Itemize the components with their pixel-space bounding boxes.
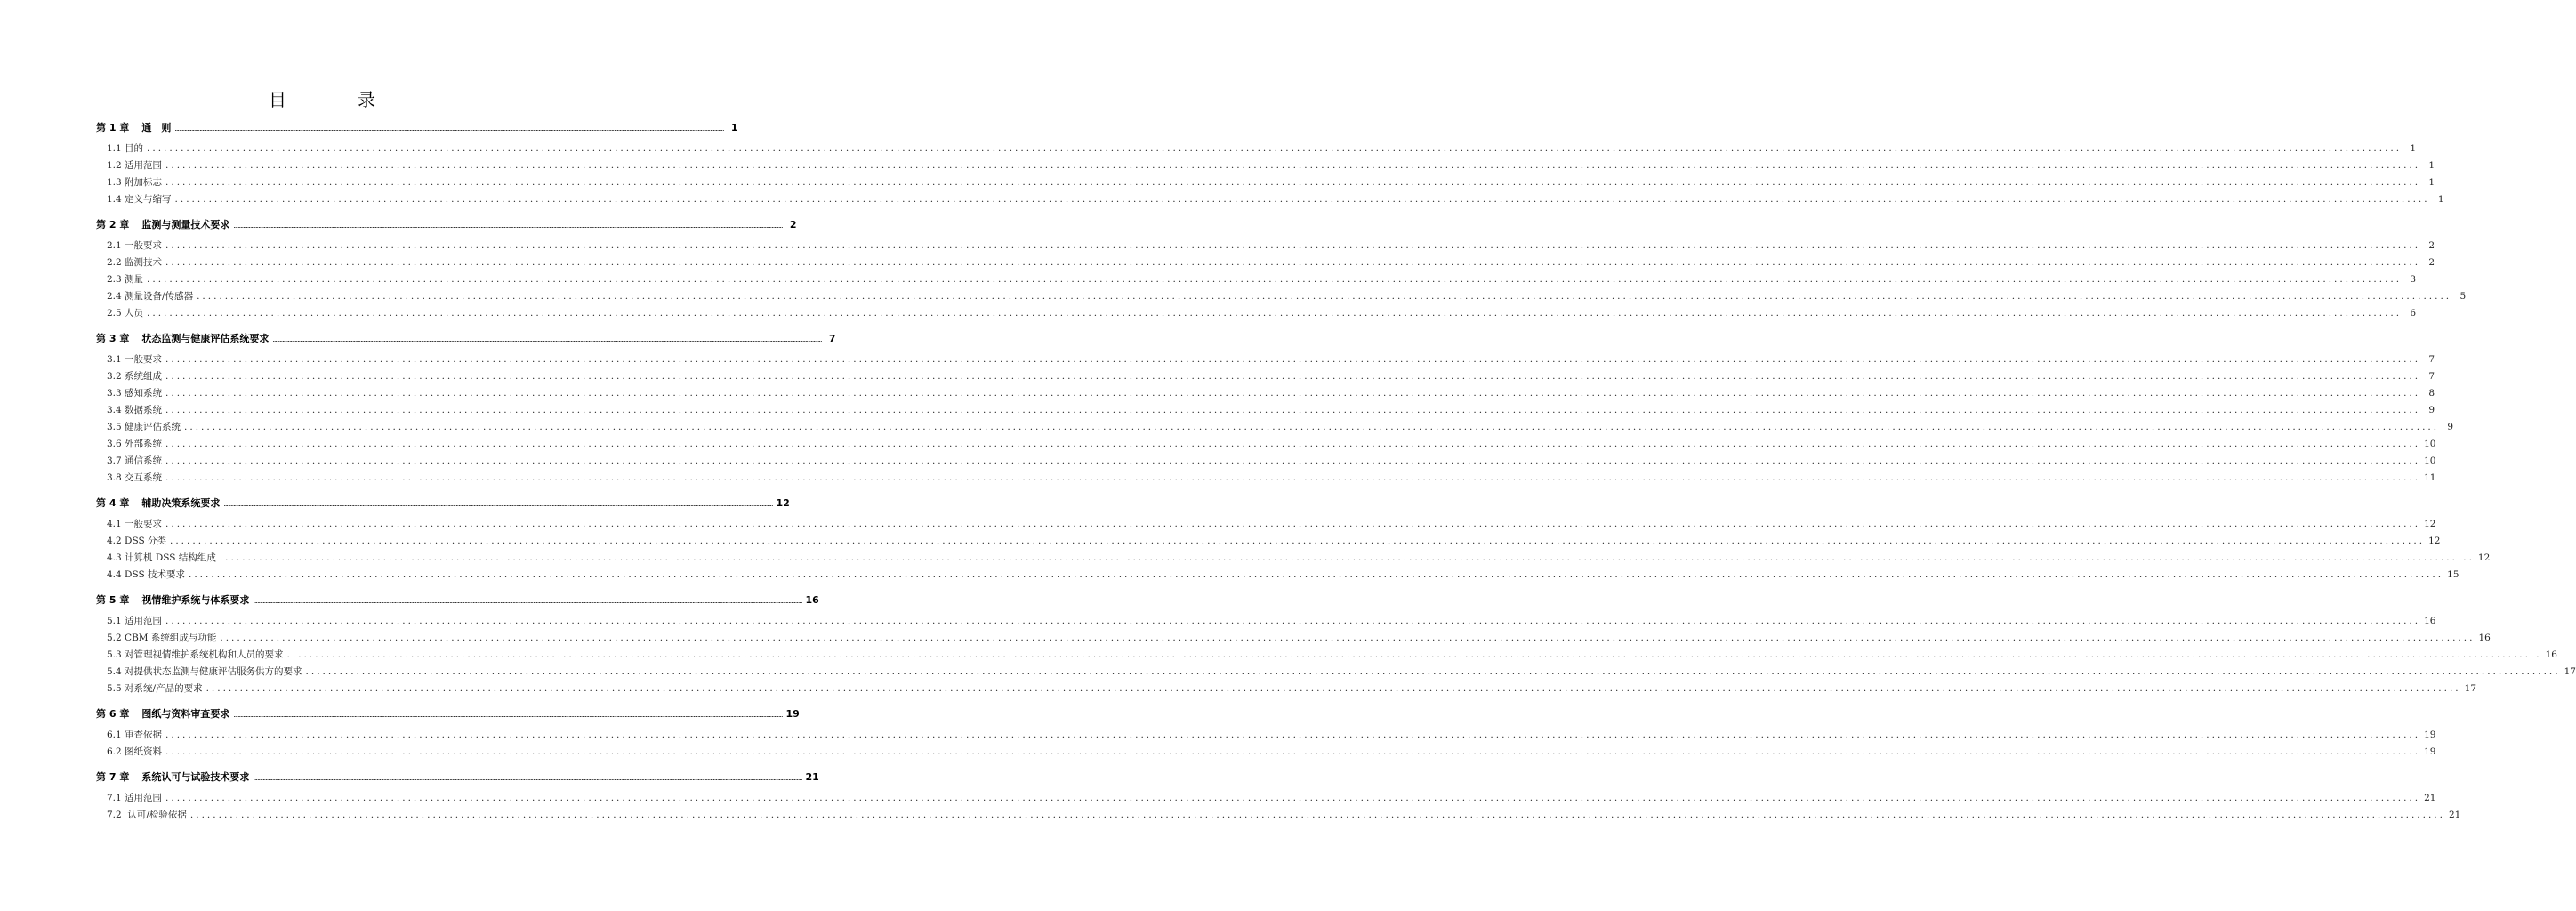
toc-section-row[interactable] — [96, 436, 2436, 453]
section-page-number: 11 — [2424, 472, 2436, 483]
dot-leader: ................................................................................................................................................................................................................................................................................................................................................................................................................ — [165, 354, 2421, 365]
toc-section-row[interactable] — [96, 351, 2435, 368]
section-title: 3.5 健康评估系统 — [107, 422, 181, 432]
dot-leader: ................................................................................................................................................................................................................................................................................................................................................................................................................ — [165, 240, 2421, 251]
toc-section-row[interactable] — [96, 305, 2417, 322]
toc-section-row[interactable] — [96, 664, 2576, 681]
dot-leader: ................................................................................................................................................................................................................................................................................................................................................................................................................ — [305, 666, 2561, 677]
dot-leader: ................................................................................................................................................................................................................................................................................................................................................................................................................ — [165, 519, 2421, 529]
toc-section-row[interactable] — [96, 790, 2436, 807]
chapter-title: 图纸与资料审查要求 — [141, 708, 230, 720]
dot-leader: ................................................................................................................................................................................................................................................................................................................................................................................................................ — [165, 177, 2421, 188]
section-title: 2.4 测量设备/传感器 — [107, 291, 194, 302]
toc-chapter-row[interactable] — [96, 590, 819, 611]
toc-section-row[interactable] — [96, 157, 2435, 174]
section-page-number: 10 — [2424, 439, 2436, 449]
chapter-page-number: 19 — [785, 708, 800, 720]
section-title: 1.4 定义与缩写 — [107, 194, 172, 205]
dot-leader: ................................................................................................................................................................................................................................................................................................................................................................................................................ — [189, 810, 2445, 820]
section-page-number: 16 — [2478, 633, 2491, 643]
dot-leader: ................................................................................................................................................................................................................................................................................................................................................................................................................ — [197, 291, 2452, 302]
toc-section-row[interactable] — [96, 174, 2435, 191]
section-page-number: 1 — [2428, 177, 2435, 188]
section-page-number: 7 — [2428, 354, 2435, 365]
section-page-number: 17 — [2464, 683, 2477, 694]
chapter-number: 第 6 章 — [96, 708, 130, 720]
section-page-number: 5 — [2459, 291, 2467, 302]
toc-chapter-row[interactable] — [96, 328, 836, 350]
section-page-number: 12 — [2428, 536, 2441, 546]
section-title: 4.3 计算机 DSS 结构组成 — [107, 552, 216, 563]
toc-section-row[interactable] — [96, 238, 2435, 254]
dot-leader: ................................................................................................................................................................................................................................................................................................................................................................................................................ — [165, 160, 2421, 171]
chapter-number: 第 2 章 — [96, 219, 130, 230]
section-page-number: 21 — [2448, 810, 2461, 820]
dot-leader: ................................................................................................................................................................................................................................................................................................................................................................................................................ — [147, 308, 2403, 318]
toc-section-row[interactable] — [96, 288, 2467, 305]
toc-section-list — [96, 727, 2436, 761]
section-title: 4.2 DSS 分类 — [107, 536, 166, 546]
dot-leader: ................................................................................................................................................................................................................................................................................................................................................................................................................ — [223, 500, 773, 508]
toc-section-row[interactable] — [96, 368, 2435, 385]
section-page-number: 9 — [2447, 422, 2454, 432]
chapter-title: 状态监测与健康评估系统要求 — [141, 333, 270, 344]
toc-section-list — [96, 790, 2461, 824]
section-page-number: 2 — [2428, 257, 2435, 268]
dot-leader: ................................................................................................................................................................................................................................................................................................................................................................................................................ — [205, 683, 2461, 694]
toc-section-row[interactable] — [96, 647, 2557, 664]
dot-leader: ................................................................................................................................................................................................................................................................................................................................................................................................................ — [233, 222, 783, 230]
dot-leader: ................................................................................................................................................................................................................................................................................................................................................................................................................ — [220, 633, 2475, 643]
section-page-number: 17 — [2564, 666, 2576, 677]
section-title: 5.2 CBM 系统组成与功能 — [107, 633, 217, 643]
section-title: 2.1 一般要求 — [107, 240, 163, 251]
dot-leader: ................................................................................................................................................................................................................................................................................................................................................................................................................ — [165, 472, 2421, 483]
dot-leader: ................................................................................................................................................................................................................................................................................................................................................................................................................ — [184, 422, 2440, 432]
section-page-number: 9 — [2428, 405, 2435, 415]
toc-section-row[interactable] — [96, 141, 2417, 157]
chapter-number: 第 5 章 — [96, 594, 130, 606]
chapter-title: 监测与测量技术要求 — [141, 219, 230, 230]
toc-section-row[interactable] — [96, 807, 2461, 824]
dot-leader: ................................................................................................................................................................................................................................................................................................................................................................................................................ — [286, 649, 2542, 660]
section-title: 5.1 适用范围 — [107, 616, 163, 626]
toc-section-list — [96, 516, 2491, 584]
dot-leader: ................................................................................................................................................................................................................................................................................................................................................................................................................ — [165, 730, 2421, 740]
toc-section-row[interactable] — [96, 453, 2436, 470]
toc-section-row[interactable] — [96, 567, 2459, 584]
dot-leader: ................................................................................................................................................................................................................................................................................................................................................................................................................ — [165, 405, 2421, 415]
section-page-number: 19 — [2424, 746, 2436, 757]
section-title: 3.8 交互系统 — [107, 472, 163, 483]
dot-leader: ................................................................................................................................................................................................................................................................................................................................................................................................................ — [174, 125, 724, 133]
dot-leader: ................................................................................................................................................................................................................................................................................................................................................................................................................ — [233, 711, 783, 719]
toc-chapter-row[interactable] — [96, 214, 797, 236]
section-title: 3.4 数据系统 — [107, 405, 163, 415]
toc-chapter-row[interactable] — [96, 493, 790, 514]
toc-section-row[interactable] — [96, 613, 2436, 630]
section-page-number: 10 — [2424, 456, 2436, 466]
dot-leader: ................................................................................................................................................................................................................................................................................................................................................................................................................ — [219, 552, 2475, 563]
dot-leader: ................................................................................................................................................................................................................................................................................................................................................................................................................ — [253, 597, 802, 605]
toc-section-row[interactable] — [96, 254, 2435, 271]
section-page-number: 19 — [2424, 730, 2436, 740]
toc-section-row[interactable] — [96, 550, 2491, 567]
toc-section-list — [96, 351, 2454, 487]
toc-chapter-row[interactable] — [96, 704, 800, 725]
toc-section-row[interactable] — [96, 516, 2436, 533]
section-title: 6.2 图纸资料 — [107, 746, 163, 757]
section-title: 2.2 监测技术 — [107, 257, 163, 268]
section-page-number: 15 — [2447, 569, 2459, 580]
chapter-number: 第 4 章 — [96, 497, 130, 509]
section-page-number: 16 — [2545, 649, 2557, 660]
dot-leader: ................................................................................................................................................................................................................................................................................................................................................................................................................ — [165, 456, 2421, 466]
dot-leader: ................................................................................................................................................................................................................................................................................................................................................................................................................ — [165, 793, 2421, 803]
toc-section-list — [96, 141, 2444, 208]
toc-section-list — [96, 613, 2576, 697]
toc-chapter-row[interactable] — [96, 117, 738, 139]
chapter-page-number: 7 — [828, 333, 836, 344]
section-title: 4.1 一般要求 — [107, 519, 163, 529]
section-page-number: 1 — [2428, 160, 2435, 171]
section-title: 4.4 DSS 技术要求 — [107, 569, 185, 580]
section-page-number: 6 — [2410, 308, 2417, 318]
section-title: 6.1 审查依据 — [107, 730, 163, 740]
section-title: 3.3 感知系统 — [107, 388, 163, 399]
dot-leader: ................................................................................................................................................................................................................................................................................................................................................................................................................ — [165, 257, 2421, 268]
section-page-number: 7 — [2428, 371, 2435, 382]
section-page-number: 12 — [2424, 519, 2436, 529]
chapter-title: 通 则 — [141, 122, 172, 133]
section-title: 3.2 系统组成 — [107, 371, 163, 382]
toc-section-row[interactable] — [96, 385, 2435, 402]
section-page-number: 8 — [2428, 388, 2435, 399]
chapter-page-number: 12 — [776, 497, 790, 509]
toc-section-list — [96, 238, 2467, 322]
section-page-number: 1 — [2410, 143, 2417, 154]
toc-section-row[interactable] — [96, 681, 2477, 697]
toc-section-row[interactable] — [96, 744, 2436, 761]
chapter-number: 第 7 章 — [96, 771, 130, 783]
dot-leader: ................................................................................................................................................................................................................................................................................................................................................................................................................ — [147, 274, 2403, 285]
toc-section-row[interactable] — [96, 191, 2444, 208]
section-title: 5.3 对管理视情维护系统机构和人员的要求 — [107, 649, 284, 660]
dot-leader: ................................................................................................................................................................................................................................................................................................................................................................................................................ — [165, 388, 2421, 399]
dot-leader: ................................................................................................................................................................................................................................................................................................................................................................................................................ — [174, 194, 2430, 205]
section-title: 3.1 一般要求 — [107, 354, 163, 365]
toc-chapter-row[interactable] — [96, 767, 819, 788]
dot-leader: ................................................................................................................................................................................................................................................................................................................................................................................................................ — [170, 536, 2426, 546]
section-page-number: 16 — [2424, 616, 2436, 626]
toc-section-row[interactable] — [96, 470, 2436, 487]
toc-section-row[interactable] — [96, 630, 2491, 647]
section-title: 3.7 通信系统 — [107, 456, 163, 466]
page-title: 目 录 — [269, 89, 402, 110]
section-title: 1.3 附加标志 — [107, 177, 163, 188]
chapter-title: 视情维护系统与体系要求 — [141, 594, 250, 606]
dot-leader: ................................................................................................................................................................................................................................................................................................................................................................................................................ — [147, 143, 2403, 154]
dot-leader: ................................................................................................................................................................................................................................................................................................................................................................................................................ — [165, 746, 2421, 757]
section-title: 5.5 对系统/产品的要求 — [107, 683, 203, 694]
toc-section-row[interactable] — [96, 533, 2441, 550]
dot-leader: ................................................................................................................................................................................................................................................................................................................................................................................................................ — [189, 569, 2444, 580]
section-page-number: 12 — [2477, 552, 2491, 563]
section-title: 2.5 人员 — [107, 308, 144, 318]
section-page-number: 2 — [2428, 240, 2435, 251]
section-title: 3.6 外部系统 — [107, 439, 163, 449]
chapter-page-number: 21 — [805, 771, 819, 783]
dot-leader: ................................................................................................................................................................................................................................................................................................................................................................................................................ — [165, 371, 2421, 382]
section-title: 5.4 对提供状态监测与健康评估服务供方的要求 — [107, 666, 302, 677]
dot-leader: ................................................................................................................................................................................................................................................................................................................................................................................................................ — [165, 616, 2421, 626]
section-title: 2.3 测量 — [107, 274, 144, 285]
toc-section-row[interactable] — [96, 402, 2435, 419]
chapter-title: 辅助决策系统要求 — [141, 497, 221, 509]
toc-section-row[interactable] — [96, 727, 2436, 744]
section-page-number: 1 — [2437, 194, 2444, 205]
chapter-title: 系统认可与试验技术要求 — [141, 771, 250, 783]
toc-section-row[interactable] — [96, 419, 2454, 436]
toc-section-row[interactable] — [96, 271, 2417, 288]
section-title: 7.1 适用范围 — [107, 793, 163, 803]
chapter-page-number: 2 — [789, 219, 797, 230]
section-title: 1.2 适用范围 — [107, 160, 163, 171]
dot-leader: ................................................................................................................................................................................................................................................................................................................................................................................................................ — [253, 774, 802, 782]
dot-leader: ................................................................................................................................................................................................................................................................................................................................................................................................................ — [165, 439, 2421, 449]
section-title: 1.1 目的 — [107, 143, 144, 154]
section-page-number: 3 — [2410, 274, 2417, 285]
chapter-number: 第 1 章 — [96, 122, 130, 133]
chapter-number: 第 3 章 — [96, 333, 130, 344]
chapter-page-number: 1 — [730, 122, 738, 133]
section-page-number: 21 — [2424, 793, 2436, 803]
dot-leader: ................................................................................................................................................................................................................................................................................................................................................................................................................ — [272, 335, 822, 343]
table-of-contents — [96, 117, 2576, 830]
section-title: 7.2 认可/检验依据 — [107, 810, 187, 820]
chapter-page-number: 16 — [805, 594, 819, 606]
